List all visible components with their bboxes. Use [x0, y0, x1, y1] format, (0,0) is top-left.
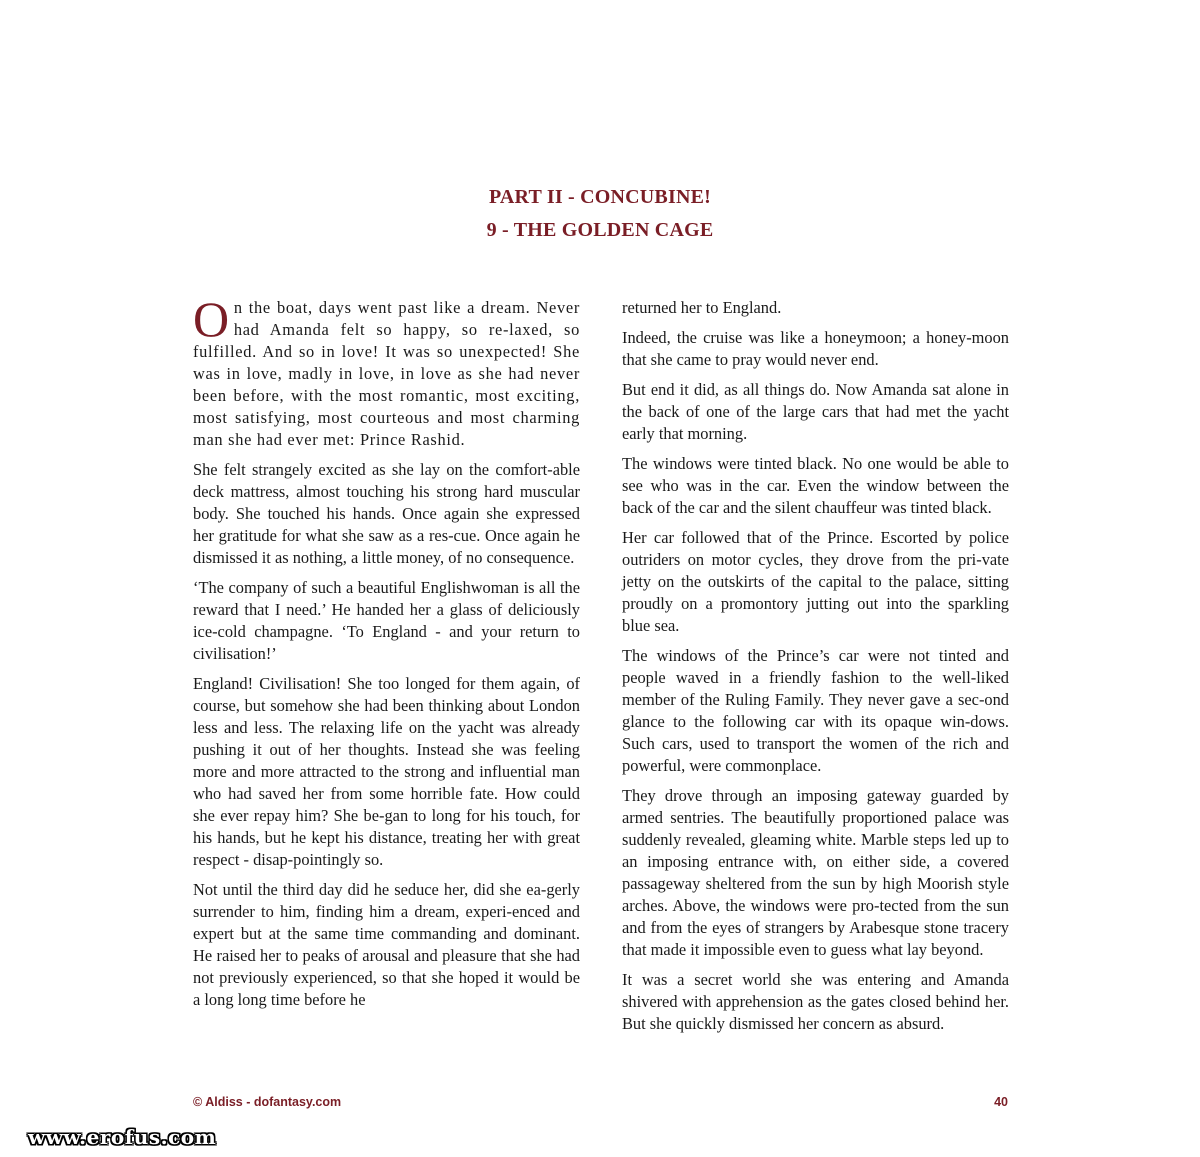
- paragraph: It was a secret world she was entering and Amanda shivered with apprehension as the gates closed behind her. But she quickly dismissed her concern as absurd.: [622, 970, 1009, 1033]
- drop-cap: O: [193, 291, 230, 347]
- paragraph: Her car followed that of the Prince. Escorted by police outriders on motor cycles, they drove from the pri-vate jetty on the outskirts of the capital to the palace, sitting proudly on a promontory jutting out into the sparkling blue sea.: [622, 528, 1009, 635]
- paragraph: England! Civilisation! She too longed for them again, of course, but somehow she had been thinking about London less and less. The relaxing life on the yacht was already pushing it out of her thoughts. Instead she was feeling more and more attracted to the strong and influential man who had saved her from some horrible fate. How could she ever repay him? She be-gan to long for his touch, for his hands, but he kept his distance, treating her with great respect - disap-pointingly so.: [193, 674, 580, 869]
- paragraph: Indeed, the cruise was like a honeymoon; a honey-moon that she came to pray would never end.: [622, 328, 1009, 369]
- right-text-column: [622, 297, 1009, 1043]
- footer-credit: © Aldiss - dofantasy.com: [193, 1095, 342, 1109]
- paragraph: The windows of the Prince’s car were not tinted and people waved in a friendly fashion to the well-liked member of the Ruling Family. They never gave a sec-ond glance to the following car with its opaque win-dows. Such cars, used to transport the women of the rich and powerful, were commonplace.: [622, 646, 1009, 775]
- page-number: 40: [994, 1095, 1008, 1109]
- site-watermark: www.erofus.com: [28, 1125, 217, 1149]
- paragraph: returned her to England.: [622, 298, 782, 317]
- paragraph: But end it did, as all things do. Now Amanda sat alone in the back of one of the large cars that had met the yacht early that morning.: [622, 380, 1009, 443]
- paragraph: They drove through an imposing gateway guarded by armed sentries. The beautifully proportioned palace was suddenly revealed, gleaming white. Marble steps led up to an imposing entrance with, on either side, a covered passageway sheltered from the sun by high Moorish style arches. Above, the windows were pro-tected from the sun and from the eyes of strangers by Arabesque stone tracery that made it impossible even to guess what lay beyond.: [622, 786, 1009, 959]
- opening-paragraph: [193, 291, 580, 451]
- opening-paragraph-text: n the boat, days went past like a dream. Never had Amanda felt so happy, so re-laxed, so fulfilled. And so in love! It was so unexpected! She was in love, madly in love, in love as she had never been before, with the most romantic, most exciting, most satisfying, most courteous and most charming man she had ever met: Prince Rashid.: [193, 298, 580, 449]
- paragraph: ‘The company of such a beautiful Englishwoman is all the reward that I need.’ He handed her a glass of deliciously ice-cold champagne. ‘To England - and your return to civilisation!’: [193, 578, 580, 663]
- left-text-column: [193, 291, 580, 1019]
- part-title: PART II - CONCUBINE!: [488, 186, 712, 208]
- paragraph: The windows were tinted black. No one would be able to see who was in the car. Even the window between the back of the car and the silent chauffeur was tinted black.: [622, 454, 1009, 517]
- paragraph: She felt strangely excited as she lay on the comfort-able deck mattress, almost touching his strong hard muscular body. She touched his hands. Once again she expressed her gratitude for what she saw as a res-cue. Once again he dismissed it as nothing, a little money, of no consequence.: [193, 460, 580, 567]
- paragraph: Not until the third day did he seduce her, did she ea-gerly surrender to him, finding him a dream, experi-enced and expert but at the same time commanding and dominant. He raised her to peaks of arousal and pleasure that she had not previously experienced, so that she hoped it would be a long long time before he: [193, 880, 580, 1009]
- chapter-title: 9 - THE GOLDEN CAGE: [486, 219, 714, 241]
